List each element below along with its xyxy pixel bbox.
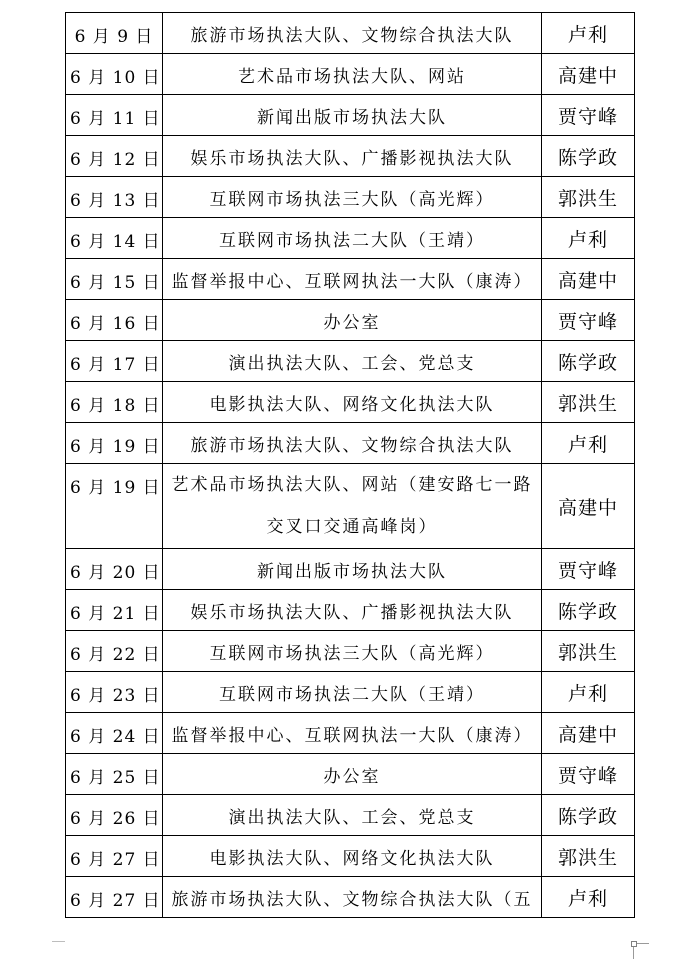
date-cell: 6 月 13 日 <box>66 177 163 218</box>
person-cell: 高建中 <box>542 713 635 754</box>
unit-cell: 艺术品市场执法大队、网站 <box>163 54 542 95</box>
table-row <box>66 631 635 672</box>
date-cell: 6 月 25 日 <box>66 754 163 795</box>
table-row <box>66 795 635 836</box>
date-cell: 6 月 23 日 <box>66 672 163 713</box>
person-cell: 卢利 <box>542 218 635 259</box>
unit-cell: 监督举报中心、互联网执法一大队（康涛） <box>163 713 542 754</box>
date-cell: 6 月 12 日 <box>66 136 163 177</box>
table-row <box>66 464 635 549</box>
date-cell: 6 月 18 日 <box>66 382 163 423</box>
person-cell: 卢利 <box>542 13 635 54</box>
date-cell: 6 月 27 日 <box>66 836 163 877</box>
date-cell: 6 月 20 日 <box>66 549 163 590</box>
unit-cell: 新闻出版市场执法大队 <box>163 95 542 136</box>
table-row <box>66 672 635 713</box>
person-cell: 贾守峰 <box>542 754 635 795</box>
person-cell: 陈学政 <box>542 136 635 177</box>
unit-cell: 娱乐市场执法大队、广播影视执法大队 <box>163 136 542 177</box>
person-cell: 陈学政 <box>542 795 635 836</box>
table-row <box>66 218 635 259</box>
unit-cell: 旅游市场执法大队、文物综合执法大队 <box>163 423 542 464</box>
unit-cell: 旅游市场执法大队、文物综合执法大队 <box>163 13 542 54</box>
margin-tick <box>637 943 649 944</box>
person-cell: 郭洪生 <box>542 631 635 672</box>
person-cell: 高建中 <box>542 259 635 300</box>
date-cell: 6 月 22 日 <box>66 631 163 672</box>
date-cell: 6 月 15 日 <box>66 259 163 300</box>
date-cell: 6 月 11 日 <box>66 95 163 136</box>
date-cell: 6 月 27 日 <box>66 877 163 918</box>
person-cell: 贾守峰 <box>542 300 635 341</box>
table-row <box>66 341 635 382</box>
table-row <box>66 877 635 918</box>
table-row <box>66 382 635 423</box>
table-row <box>66 13 635 54</box>
unit-cell: 演出执法大队、工会、党总支 <box>163 795 542 836</box>
date-cell: 6 月 19 日 <box>66 464 163 549</box>
person-cell: 贾守峰 <box>542 95 635 136</box>
margin-tick <box>633 947 634 959</box>
unit-cell: 演出执法大队、工会、党总支 <box>163 341 542 382</box>
unit-cell: 办公室 <box>163 300 542 341</box>
table-row <box>66 590 635 631</box>
unit-cell: 监督举报中心、互联网执法一大队（康涛） <box>163 259 542 300</box>
table-row <box>66 836 635 877</box>
unit-cell: 互联网市场执法三大队（高光辉） <box>163 631 542 672</box>
unit-cell: 电影执法大队、网络文化执法大队 <box>163 382 542 423</box>
paragraph-end-marker <box>631 941 637 947</box>
margin-tick <box>52 941 65 942</box>
table-row <box>66 300 635 341</box>
person-cell: 卢利 <box>542 877 635 918</box>
person-cell: 高建中 <box>542 54 635 95</box>
unit-cell: 娱乐市场执法大队、广播影视执法大队 <box>163 590 542 631</box>
person-cell: 高建中 <box>542 464 635 549</box>
person-cell: 郭洪生 <box>542 177 635 218</box>
date-cell: 6 月 26 日 <box>66 795 163 836</box>
unit-cell: 艺术品市场执法大队、网站（建安路七一路交叉口交通高峰岗） <box>163 464 542 549</box>
table-row <box>66 423 635 464</box>
person-cell: 郭洪生 <box>542 836 635 877</box>
table-row <box>66 95 635 136</box>
date-cell: 6 月 16 日 <box>66 300 163 341</box>
date-cell: 6 月 14 日 <box>66 218 163 259</box>
table-row <box>66 177 635 218</box>
person-cell: 陈学政 <box>542 590 635 631</box>
unit-cell: 电影执法大队、网络文化执法大队 <box>163 836 542 877</box>
unit-cell: 互联网市场执法二大队（王靖） <box>163 218 542 259</box>
date-cell: 6 月 24 日 <box>66 713 163 754</box>
table-row <box>66 54 635 95</box>
date-cell: 6 月 10 日 <box>66 54 163 95</box>
date-cell: 6 月 21 日 <box>66 590 163 631</box>
person-cell: 贾守峰 <box>542 549 635 590</box>
person-cell: 卢利 <box>542 423 635 464</box>
date-cell: 6 月 9 日 <box>66 13 163 54</box>
person-cell: 郭洪生 <box>542 382 635 423</box>
date-cell: 6 月 17 日 <box>66 341 163 382</box>
date-cell: 6 月 19 日 <box>66 423 163 464</box>
unit-cell: 互联网市场执法二大队（王靖） <box>163 672 542 713</box>
person-cell: 陈学政 <box>542 341 635 382</box>
duty-schedule-table <box>65 12 635 918</box>
table-row <box>66 549 635 590</box>
person-cell: 卢利 <box>542 672 635 713</box>
table-row <box>66 713 635 754</box>
table-row <box>66 136 635 177</box>
unit-cell: 旅游市场执法大队、文物综合执法大队（五 <box>163 877 542 918</box>
unit-cell: 新闻出版市场执法大队 <box>163 549 542 590</box>
table-row <box>66 259 635 300</box>
table-row <box>66 754 635 795</box>
unit-cell: 互联网市场执法三大队（高光辉） <box>163 177 542 218</box>
unit-cell: 办公室 <box>163 754 542 795</box>
